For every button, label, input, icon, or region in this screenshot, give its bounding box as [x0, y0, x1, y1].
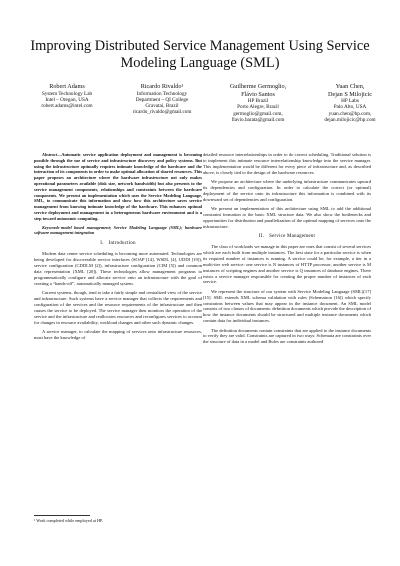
author-name: Dejan S Milojicic: [328, 90, 372, 98]
author-affiliation: Gravataí, Brazil: [145, 103, 179, 110]
author-name: Flávio Santos: [241, 90, 275, 98]
author-name: Robert Adams: [49, 83, 85, 90]
author-3: [208, 83, 308, 123]
author-affiliation: Department – QI College: [135, 96, 189, 103]
author-name: Ricardo Rivaldo¹: [140, 83, 184, 90]
author-affiliation: Intel – Oregon, USA: [45, 96, 89, 103]
author-email: dejan.milojicic@hp.com: [324, 117, 376, 124]
author-email: germoglio@gmail.com,: [233, 110, 283, 117]
section-heading: [203, 234, 371, 240]
body-paragraph: We present an implementation of this architecture using SML to add the additional constraint formation to the basic XML structure data. We also show the bottlenecks and opportunities for distribution and parallelization of the optimal mapping of services onto the infrastructure.: [203, 206, 371, 229]
abstract-label: Abstract: [42, 152, 57, 157]
author-affiliation: Information Technology: [136, 90, 188, 97]
paper-title: Improving Distributed Service Management Using Service Modeling Language (SML): [30, 38, 370, 71]
author-4: [300, 83, 400, 123]
author-name: Guilherme Germoglio,: [229, 83, 287, 90]
author-email: ricardo_rivaldo@gmail.com: [132, 109, 192, 116]
abstract: [34, 152, 202, 222]
footnote: ¹ Work completed while employed at HP.: [34, 518, 103, 523]
section-number: I.: [100, 241, 104, 247]
section-title: Service Management: [269, 233, 316, 239]
section-heading: [34, 241, 202, 247]
body-paragraph: Current systems, though, tend to take a fairly simple and centralized view of the service and infrastructure. Such systems have a service manager that collects the requirements and configuration of the services and the resource requirements of the infrastructure and then causes the service to be deployed. The service manager then monitors the operation of the service and the infrastructure and reallocates resources and reconfigures services to account for changes in resource availability, workload changes and other such dynamic changes.: [34, 290, 202, 325]
abstract-text: —Automatic service application deployment and management is becoming possible through the use of service and infrastructure discovery and policy systems. But using the infrastructure optimally requires intimate knowledge of the hardware and the interaction of its components in order to make optimal allocation of shared resources. This paper proposes an architecture where the hardware infrastructure not only makes operational parameters available (disk size, network bandwidth) but also presents to the service management components, relationships and constraints between the hardware components. We present an implementation which uses the Service Modeling Language, SML, to communicate this information and show how this architecture saves service management from knowing intimate knowledge of the hardware. This enhances optimal service deployment and management in a heterogeneous hardware environment and is a step toward autonomic computing.: [34, 152, 202, 221]
author-affiliation: System Technology Lab: [41, 90, 93, 97]
body-paragraph: The definition documents contain constraints that are applied to the instance documents to verify they are valid. Constraints are captured in two ways: Schemata are constraints over the structure of data in a model and Rules are constraints authored: [203, 327, 371, 345]
keywords: Keywords-model based management; Service Modeling Language (SML); hardware software management integration: [34, 224, 202, 236]
body-paragraph: detailed resource interrelationships in order to do correct scheduling. Traditional solution is to implement this intimate resource interrelationship knowledge into the service manager. This implementation would be different for every piece of infrastructure and, as described above, is closely tied to the design of the hardware resources.: [203, 152, 371, 175]
author-email: yuan.chen@hp.com,: [328, 110, 372, 117]
body-paragraph: The class of workloads we manage in this paper are ones that consist of several services which are each built from multiple instances. The best state for a particular service is when its required number of instances is running. A service could be, for example, a tier in a multi-tier web service: one service is N instances of HTTP processor, another service is M instances of scripting engines and another service is Q instances of database engines. There exists a service manager responsible for creating the proper number of instances of each service.: [203, 243, 371, 285]
left-column: [34, 152, 202, 344]
footnote-divider: [34, 515, 90, 516]
author-block: [0, 83, 400, 141]
section-title: Introduction: [108, 241, 136, 247]
author-affiliation: Palo Alto, USA: [333, 104, 367, 111]
body-paragraph: We propose an architecture where the underlying infrastructure communicates upward its dependencies and configuration. In order to calculate the correct (or optimal) deployment of the service onto its infrastructure this information is combined with its downward set of dependencies and configuration.: [203, 179, 371, 202]
section-number: II.: [258, 233, 265, 239]
body-paragraph: We represent the structure of our system with Service Modeling Language (SML)[17][15]. SML extends XML schema validation with rules (Schematron [16]) which specify constraints between values that may appear in the instance document. An SML model consists of two classes of documents: definition documents which provide the description of how the instance documents should be structured and multiple instance documents which contain data for individual instances.: [203, 288, 371, 324]
author-2: [112, 83, 212, 116]
body-paragraph: Modern data center service scheduling is becoming more automated. Technologies are being developed for discoverable service interfaces (SOAP [14], WSDL [4], UDDI [19]), service configuration (CDDLM [2]), infrastructure configuration (CIM [5]) and common data representation (XML [20]). These technologies allow management programs to programmatically configure and allocate service onto an infrastructure with the goal of creating a “hands-off”, automatically managed system.: [34, 251, 202, 286]
author-affiliation: HP Labs: [341, 98, 359, 105]
body-paragraph: A service manager, to calculate the mapping of services onto infrastructure resources, must have the knowledge of: [34, 328, 202, 340]
right-column: [203, 152, 371, 349]
author-affiliation: Porto Alegre, Brazil: [237, 104, 279, 111]
author-1: [17, 83, 117, 109]
author-affiliation: HP Brazil: [247, 98, 269, 105]
author-email: flavio.barata@gmail.com: [231, 117, 285, 124]
author-email: robert.adams@intel.com: [41, 103, 93, 110]
author-name: Yuan Chen,: [335, 83, 365, 90]
